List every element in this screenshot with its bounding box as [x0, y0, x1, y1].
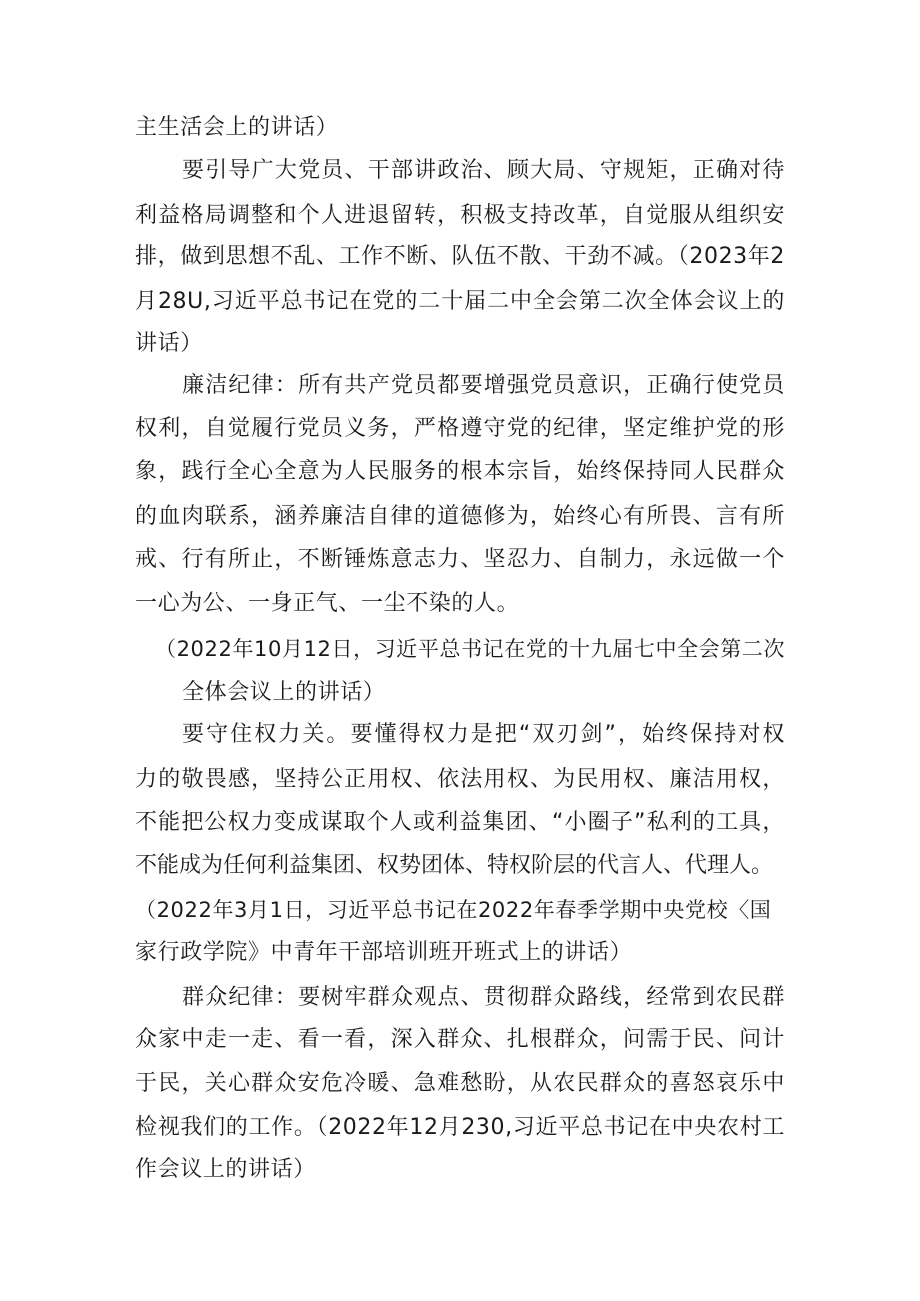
paragraph-first-line: 廉洁纪律：所有共产党员都要增强党员意识，正确行使党员	[182, 373, 785, 398]
citation-line: （2022年10月12日，习近平总书记在党的十九届七中全会第二次	[155, 637, 786, 661]
text-line: 讲话）	[135, 331, 203, 356]
text-line: 利益格局调整和个人进退留转，积极支持改革，自觉服从组织安	[135, 203, 785, 228]
paragraph-first-line: 要守住权力关。要懂得权力是把“双刃剑”，始终保持对权	[182, 722, 785, 747]
citation-line: 家行政学院》中青年干部培训班开班式上的讲话）	[135, 940, 633, 965]
citation-line: 全体会议上的讲话）	[182, 680, 386, 705]
text-line: 检视我们的工作。（2022年12月230,习近平总书记在中央农村工	[135, 1115, 785, 1140]
text-line: 排，做到思想不乱、工作不断、队伍不散、干劲不减。（2023年2	[135, 244, 785, 269]
text-line: 权利，自觉履行党员义务，严格遵守党的纪律，坚定维护党的形	[135, 416, 785, 441]
text-line: 象，践行全心全意为人民服务的根本宗旨，始终保持同人民群众	[135, 459, 785, 484]
text-line: 的血肉联系，涵养廉洁自律的道德修为，始终心有所畏、言有所	[135, 504, 785, 529]
text-line: 主生活会上的讲话）	[135, 115, 339, 140]
text-line: 于民，关心群众安危冷暖、急难愁盼，从农民群众的喜怒哀乐中	[135, 1071, 785, 1096]
text-line: 一心为公、一身正气、一尘不染的人。	[135, 591, 520, 616]
text-line: 戒、行有所止，不断锤炼意志力、坚忍力、自制力，永远做一个	[135, 547, 785, 572]
text-line: 力的敬畏感，坚持公正用权、依法用权、为民用权、廉洁用权，	[135, 767, 785, 792]
text-line: 月28U,习近平总书记在党的二十届二中全会第二次全体会议上的	[135, 289, 785, 314]
text-line: 不能成为任何利益集团、权势团体、特权阶层的代言人、代理人。	[135, 853, 774, 878]
paragraph-first-line: 要引导广大党员、干部讲政治、顾大局、守规矩，正确对待	[182, 158, 785, 183]
citation-line: （2022年3月1日，习近平总书记在2022年春季学期中央党校〈国	[135, 898, 772, 922]
text-line: 作会议上的讲话）	[135, 1157, 316, 1182]
text-line: 众家中走一走、看一看，深入群众、扎根群众，问需于民、问计	[135, 1027, 785, 1052]
paragraph-first-line: 群众纪律：要树牢群众观点、贯彻群众路线，经常到农民群	[182, 985, 785, 1010]
text-line: 不能把公权力变成谋取个人或利益集团、“小圈子”私利的工具，	[135, 810, 785, 835]
